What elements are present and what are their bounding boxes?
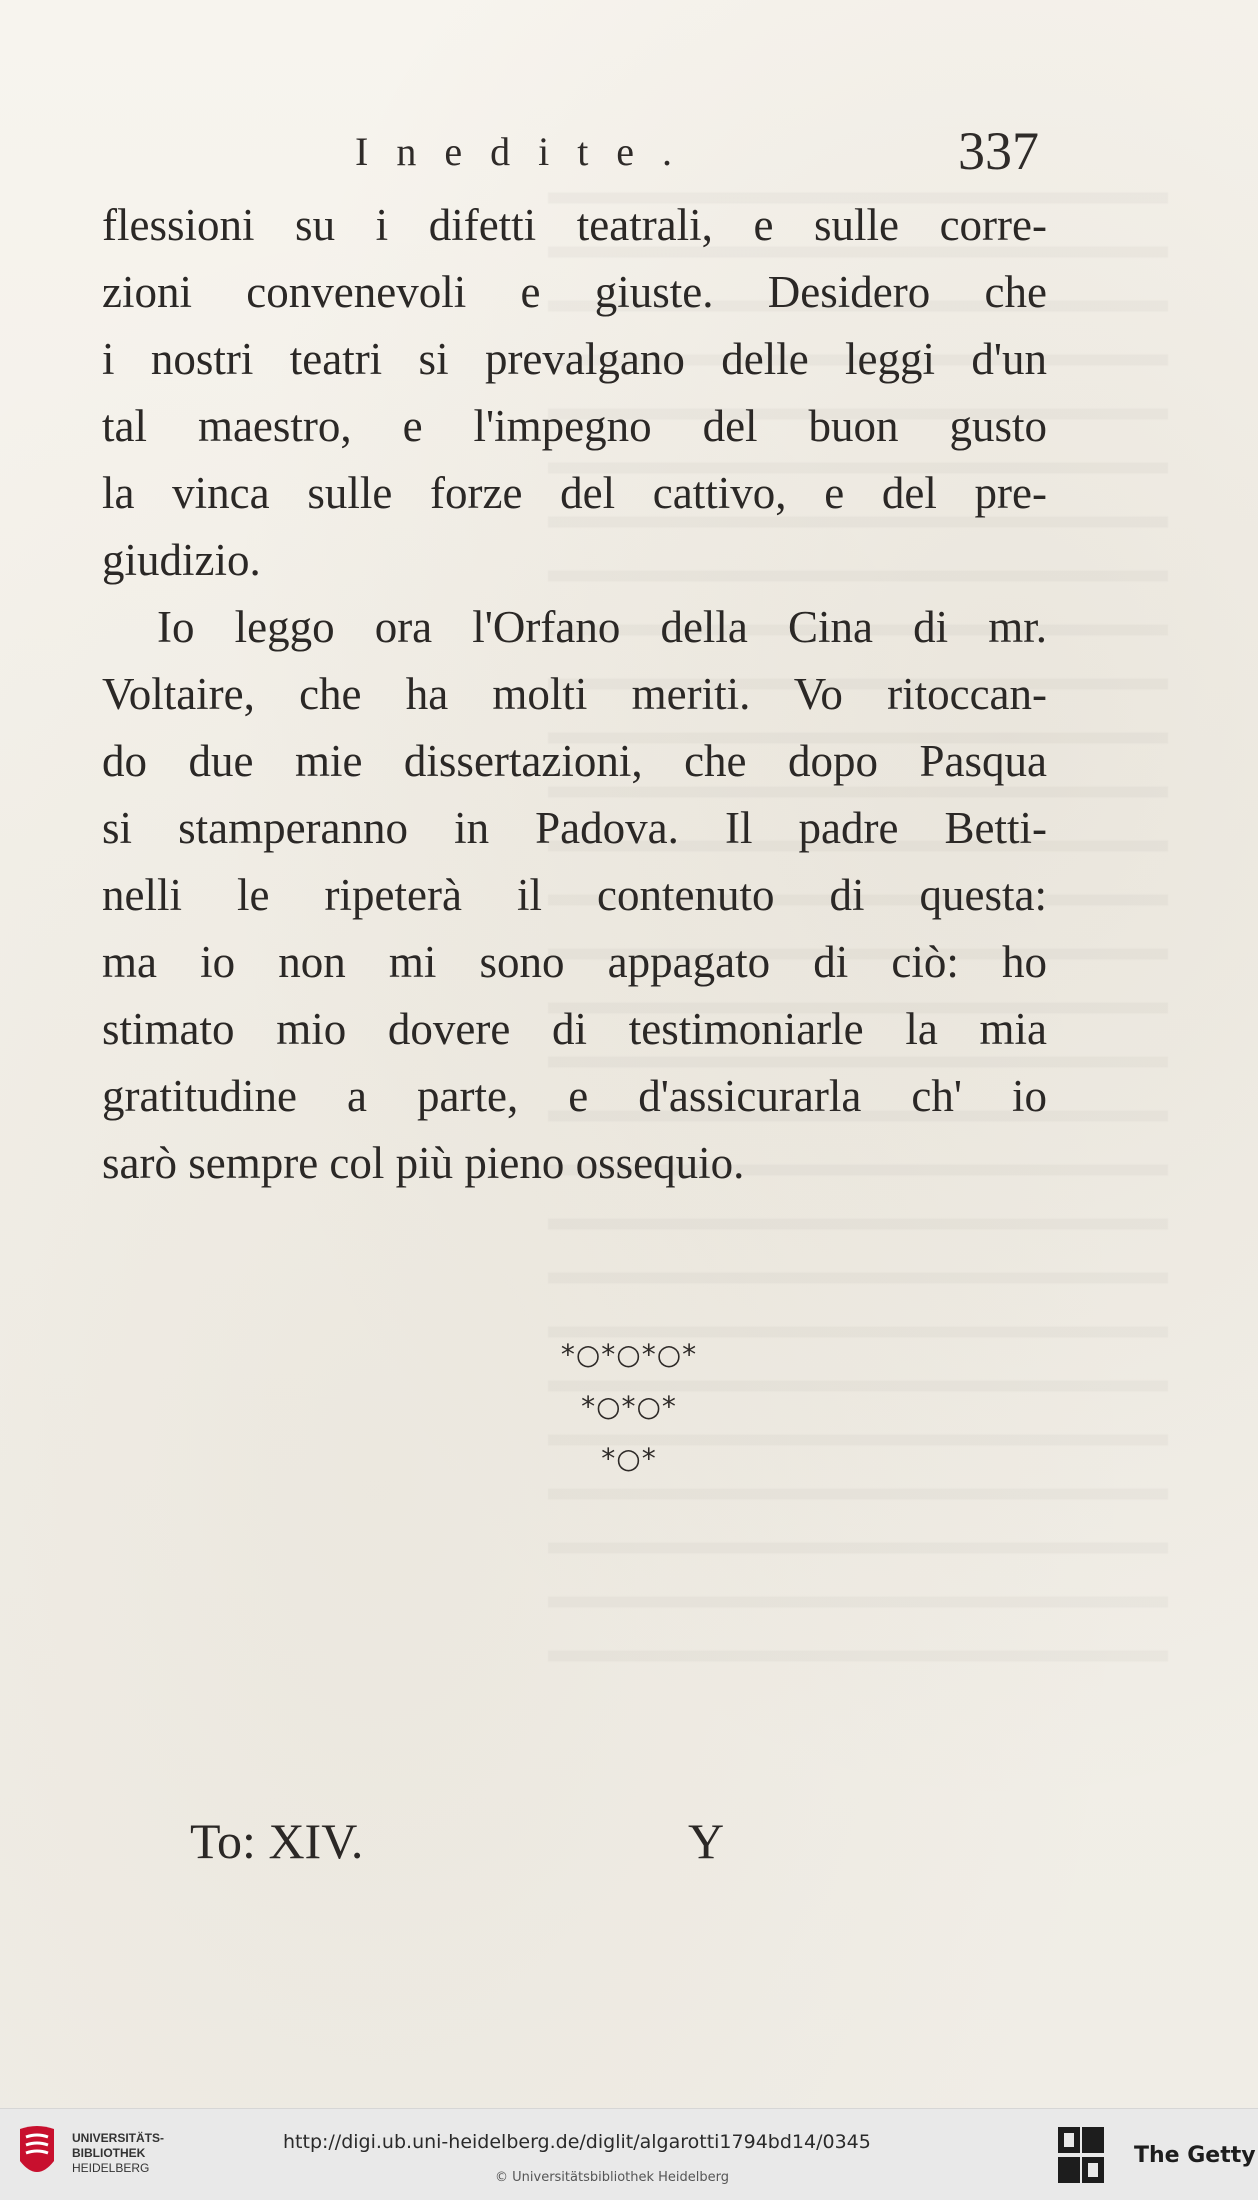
text-line: nelli le ripeterà il contenuto di questa: [102,870,1047,920]
page-number: 337 [958,121,1039,181]
text-line: la vinca sulle forze del cattivo, e del pre- [102,468,1047,518]
running-title: Inedite. [355,129,701,174]
text-line: ma io non mi sono appagato di ciò: ho [102,937,1047,987]
text-line: zioni convenevoli e giuste. Desidero che [102,267,1047,317]
text-line: Io leggo ora l'Orfano della Cina di mr. [157,602,1047,652]
getty-logo-icon [1058,2127,1104,2183]
text-line: tal maestro, e l'impegno del buon gusto [102,401,1047,451]
text-line: i nostri teatri si prevalgano delle leggi d'un [102,334,1047,384]
source-url-link[interactable]: http://digi.ub.uni-heidelberg.de/diglit/algarotti1794bd14/0345 [283,2131,871,2153]
text-line: gratitudine a parte, e d'assicurarla ch' io [102,1071,1047,1121]
text-line: si stamperanno in Padova. Il padre Betti- [102,803,1047,853]
text-line: giudizio. [102,535,261,585]
ornament-row-2: *○*○* [581,1390,677,1423]
text-line: stimato mio dovere di testimoniarle la mia [102,1004,1047,1054]
ornament-row-1: *○*○*○* [560,1338,698,1371]
library-name-line-1: UNIVERSITÄTS- [72,2131,165,2145]
text-line: sarò sempre col più pieno ossequio. [102,1138,745,1188]
university-logo-icon [14,2125,60,2183]
text-line: Voltaire, che ha molti meriti. Vo ritoccan- [102,669,1047,719]
text-line: flessioni su i difetti teatrali, e sulle corre- [102,200,1047,250]
library-name-line-2: BIBLIOTHEK [72,2146,146,2160]
university-library-name [72,2131,164,2176]
ornament-row-3: *○* [601,1442,657,1475]
text-line: do due mie dissertazioni, che dopo Pasqua [102,736,1047,786]
getty-credit: The Getty [1134,2143,1256,2168]
copyright-text: © Universitätsbibliothek Heidelberg [495,2170,730,2185]
library-name-line-3: HEIDELBERG [72,2161,150,2175]
footer-bar [0,2108,1258,2200]
gathering-mark: Y [688,1813,725,1869]
volume-signature: To: XIV. [190,1813,364,1869]
